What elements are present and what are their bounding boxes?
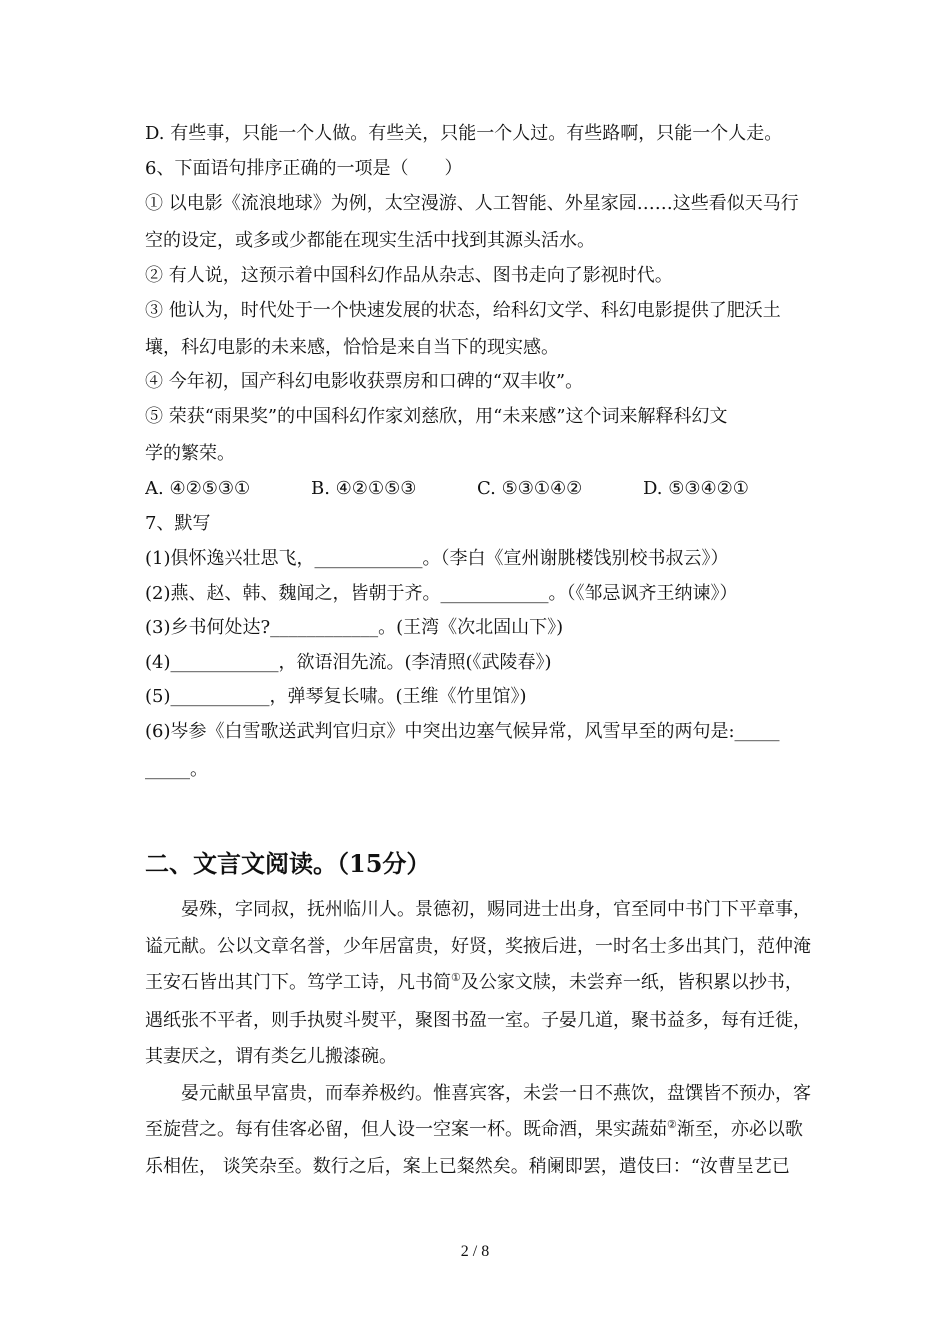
- q6-sentence-5-line-1: ⑤ 荣获“雨果奖”的中国科幻作家刘慈欣，用“未来感”这个词来解释科幻文: [145, 406, 728, 427]
- q7-item-6: (6)岑参《白雪歌送武判官归京》中突出边塞气候异常，风雪早至的两句是:_____: [145, 721, 780, 742]
- q6-sentence-1-line-1: ① 以电影《流浪地球》为例，太空漫游、人工智能、外星家园……这些看似天马行: [145, 193, 799, 214]
- section-2-title: 二、文言文阅读。（15分）: [145, 849, 431, 878]
- passage-p1-line-1: 晏殊，字同叔，抚州临川人。景德初，赐同进士出身，官至同中书门下平章事，: [181, 899, 811, 920]
- q6-stem: 6、下面语句排序正确的一项是（ ）: [145, 158, 463, 179]
- q6-sentence-4: ④ 今年初，国产科幻电影收获票房和口碑的“双丰收”。: [145, 371, 584, 392]
- q6-option-b: B. ④②①⑤③: [311, 478, 417, 499]
- q6-sentence-1-line-2: 空的设定，或多或少都能在现实生活中找到其源头活水。: [145, 230, 595, 251]
- q6-option-c: C. ⑤③①④②: [477, 478, 583, 499]
- q6-sentence-5-line-2: 学的繁荣。: [145, 443, 235, 464]
- q7-item-2: (2)燕、赵、韩、魏闻之，皆朝于齐。____________。（《邹忌讽齐王纳谏》）: [145, 583, 738, 604]
- q6-option-d: D. ⑤③④②①: [643, 478, 749, 499]
- q7-item-5: (5)___________，弹琴复长啸。(王维《竹里馆》): [145, 686, 527, 707]
- passage-p1-line-2: 谥元献。公以文章名誉，少年居富贵，好贤，奖掖后进，一时名士多出其门，范仲淹: [145, 936, 811, 957]
- passage-p1-line-3: [145, 970, 813, 996]
- q7-item-4: (4)____________，欲语泪先流。(李清照(《武陵春》): [145, 652, 552, 673]
- q6-options: [145, 476, 813, 502]
- q6-sentence-2: ② 有人说，这预示着中国科幻作品从杂志、图书走向了影视时代。: [145, 265, 673, 286]
- passage-p1-line-4: 遇纸张不平者，则手执熨斗熨平，聚图书盈一室。子晏几道，聚书益多，每有迁徙，: [145, 1010, 811, 1031]
- passage-p2-line-2b: 渐至，亦必以歌: [676, 1119, 803, 1140]
- q7-item-1: (1)俱怀逸兴壮思飞，____________。（李白《宣州谢朓楼饯别校书叔云》）: [145, 548, 729, 569]
- q5-option-d: D. 有些事，只能一个人做。有些关，只能一个人过。有些路啊，只能一个人走。: [145, 123, 783, 144]
- q6-sentence-3-line-1: ③ 他认为，时代处于一个快速发展的状态，给科幻文学、科幻电影提供了肥沃土: [145, 300, 781, 321]
- q7-item-6-continued: _____。: [145, 759, 208, 780]
- footnote-marker-1: ①: [451, 971, 461, 984]
- passage-p2-line-2a: 至旋营之。每有佳客必留，但人设一空案一杯。既命酒，果实蔬茹: [145, 1119, 667, 1140]
- passage-p2-line-1: 晏元献虽早富贵，而奉养极约。惟喜宾客，未尝一日不燕饮，盘馔皆不预办，客: [181, 1083, 811, 1104]
- passage-p1-line-3b: 及公家文牍，未尝弃一纸，皆积累以抄书，: [460, 972, 803, 993]
- footnote-marker-2: ②: [667, 1118, 677, 1131]
- page-number: 2 / 8: [460, 1243, 490, 1260]
- q7-item-3: (3)乡书何处达?____________。(王湾《次北固山下》): [145, 617, 564, 638]
- q7-stem: 7、默写: [145, 513, 211, 534]
- passage-p1-line-3a: 王安石皆出其门下。笃学工诗，凡书简: [145, 972, 451, 993]
- q6-option-a: A. ④②⑤③①: [145, 478, 251, 499]
- passage-p2-line-2: [145, 1117, 813, 1143]
- passage-p2-line-3: 乐相佐， 谈笑杂至。数行之后，案上已粲然矣。稍阑即罢，遣伎曰：“汝曹呈艺已: [145, 1156, 790, 1177]
- q6-sentence-3-line-2: 壤，科幻电影的未来感，恰恰是来自当下的现实感。: [145, 337, 559, 358]
- passage-p1-line-5: 其妻厌之，谓有类乞儿搬漆碗。: [145, 1046, 397, 1067]
